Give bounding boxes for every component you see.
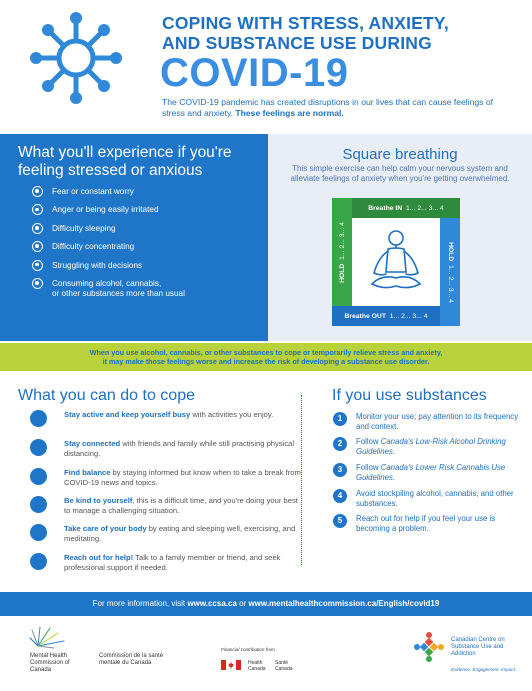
bullet-icon bbox=[32, 260, 43, 271]
connection-icon bbox=[30, 439, 47, 456]
info-band bbox=[0, 592, 532, 616]
info-text: For more information, visit www.ccsa.ca or www.mentalhealthcommission.ca/English/covid19 bbox=[92, 599, 440, 608]
financial-contribution-label: Financial contribution from bbox=[221, 647, 275, 652]
mhc-name-en: Mental Health Commission of Canada bbox=[30, 653, 70, 673]
square-breathing-title: Square breathing bbox=[342, 146, 458, 163]
step-number: 4 bbox=[333, 489, 347, 503]
breathe-in-bar: Breathe IN 1... 2... 3... 4 bbox=[352, 198, 460, 218]
activity-icon bbox=[30, 410, 47, 427]
help-icon bbox=[30, 553, 47, 570]
ccsa-name: Canadian Centre on Substance Use and Addiction bbox=[451, 637, 505, 657]
list-item: Difficulty concentrating bbox=[52, 242, 185, 252]
intro-emphasis: These feelings are normal. bbox=[235, 108, 344, 118]
intro-body: The COVID-19 pandemic has created disruptions in our lives that can cause feelings of stress and anxiety. bbox=[162, 97, 494, 118]
mhc-logo-icon bbox=[28, 624, 68, 652]
ccsa-link[interactable]: www.ccsa.ca bbox=[187, 599, 237, 608]
health-canada-en: Health Canada bbox=[248, 660, 266, 672]
warning-text: When you use alcohol, cannabis, or other substances to cope or temporarily relieve stress and anxiety, it may make those feelings worse and increase the risk of developing a substance use disorder. bbox=[89, 348, 443, 367]
hold-left-bar: HOLD 1... 2... 3... 4 bbox=[332, 198, 352, 306]
experience-panel bbox=[0, 134, 268, 341]
page-title: COVID-19 bbox=[160, 51, 349, 95]
header bbox=[0, 0, 532, 132]
warning-band bbox=[0, 343, 532, 371]
list-item: Difficulty sleeping bbox=[52, 224, 185, 234]
section-divider bbox=[301, 395, 302, 565]
mhc-name-fr: Commission de la santé mentale du Canada bbox=[99, 653, 164, 666]
list-item: Anger or being easily irritated bbox=[52, 205, 185, 215]
bullet-icon bbox=[32, 204, 43, 215]
ccsa-tagline: Evidence. Engagement. Impact. bbox=[451, 667, 517, 672]
title-line-2: AND SUBSTANCE USE DURING bbox=[162, 33, 432, 53]
ccsa-logo-icon bbox=[412, 630, 446, 664]
list-item: Struggling with decisions bbox=[52, 261, 185, 271]
bullet-icon bbox=[32, 186, 43, 197]
bullet-icon bbox=[32, 223, 43, 234]
body-care-icon bbox=[30, 524, 47, 541]
list-item: Consuming alcohol, cannabis, or other substances more than usual bbox=[52, 279, 185, 299]
step-number: 2 bbox=[333, 437, 347, 451]
balance-icon bbox=[30, 468, 47, 485]
breathing-square bbox=[332, 198, 460, 326]
experience-list bbox=[52, 187, 185, 307]
step-number: 5 bbox=[333, 514, 347, 528]
heart-icon bbox=[30, 496, 47, 513]
breathe-out-bar: Breathe OUT 1... 2... 3... 4 bbox=[332, 306, 440, 326]
bullet-icon bbox=[32, 241, 43, 252]
list-item: Fear or constant worry bbox=[52, 187, 185, 197]
mhc-link[interactable]: www.mentalhealthcommission.ca/English/covid19 bbox=[248, 599, 440, 608]
hold-right-bar: HOLD 1... 2... 3... 4 bbox=[440, 218, 460, 326]
step-number: 1 bbox=[333, 412, 347, 426]
title-line-1: COPING WITH STRESS, ANXIETY, bbox=[162, 13, 449, 33]
canada-flag-icon bbox=[221, 660, 241, 670]
cope-title: What you can do to cope bbox=[18, 387, 195, 404]
sante-canada-fr: Santé Canada bbox=[275, 660, 293, 672]
step-number: 3 bbox=[333, 463, 347, 477]
experience-title: What you'll experience if you're feeling stressed or anxious bbox=[18, 144, 232, 179]
virus-icon bbox=[26, 8, 126, 108]
intro-text bbox=[162, 97, 512, 119]
meditating-person-icon bbox=[352, 218, 440, 306]
substances-title: If you use substances bbox=[332, 387, 487, 404]
square-breathing-description: This simple exercise can help calm your nervous system and alleviate feelings of anxiety when you're getting overwhelmed. bbox=[290, 164, 510, 183]
bullet-icon bbox=[32, 278, 43, 289]
